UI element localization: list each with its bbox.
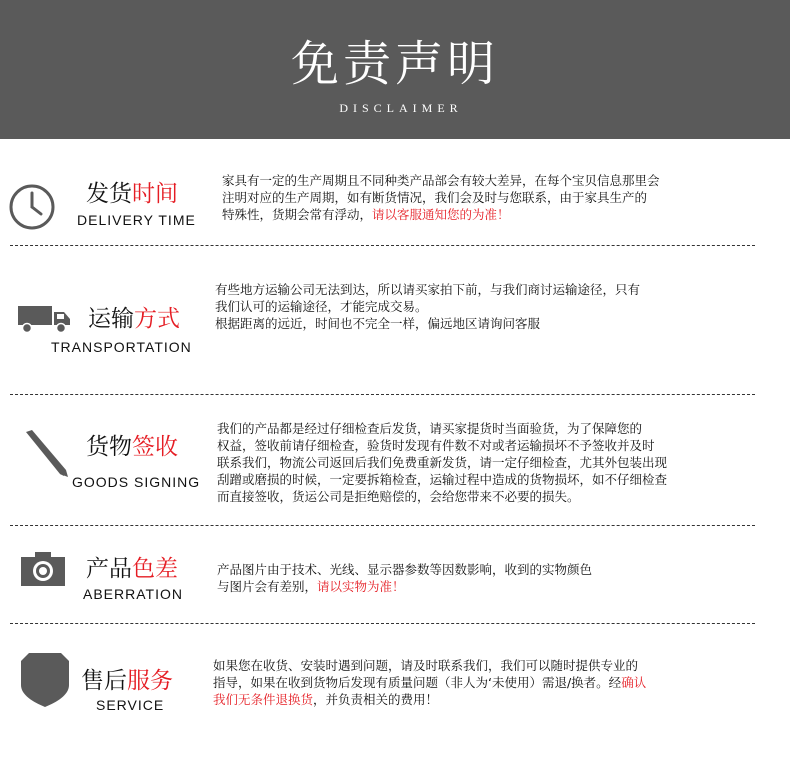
- section-description: [217, 561, 757, 595]
- desc-line: 而直接签收，货运公司是拒绝赔偿的，会给您带来不必要的损失。: [217, 489, 580, 504]
- section-description: [222, 172, 762, 223]
- section-subtitle: SERVICE: [96, 697, 165, 713]
- desc-line: 有些地方运输公司无法到达，所以请买家拍下前，与我们商讨运输途径，只有: [215, 282, 641, 297]
- desc-line: 联系我们，物流公司返回后我们免费重新发货，请一定仔细检查，尤其外包装出现: [217, 455, 668, 470]
- desc-line: 家具有一定的生产周期且不同种类产品部会有较大差异，在每个宝贝信息那里会: [222, 173, 660, 188]
- desc-line: 产品图片由于技术、光线、显示器参数等因数影响，收到的实物颜色: [217, 562, 593, 577]
- desc-highlight: 我们无条件退换货: [213, 692, 314, 707]
- section-subtitle: GOODS SIGNING: [72, 474, 201, 490]
- desc-line: 权益，签收前请仔细检查，验货时发现有件数不对或者运输损坏不予签收并及时: [217, 438, 655, 453]
- title-main: 货物: [86, 434, 132, 460]
- desc-line: 根据距离的远近，时间也不完全一样，偏远地区请询问客服: [215, 316, 541, 331]
- section-subtitle: DELIVERY TIME: [77, 212, 196, 228]
- divider: [10, 394, 755, 395]
- section-title: [88, 305, 180, 333]
- shield-icon: [21, 653, 69, 711]
- title-accent: 方式: [134, 306, 180, 332]
- title-accent: 时间: [132, 181, 178, 207]
- section-description: [215, 281, 765, 332]
- title-main: 发货: [86, 181, 132, 207]
- title-main: 售后: [81, 668, 127, 694]
- section-description: [217, 420, 777, 505]
- title-accent: 签收: [132, 434, 178, 460]
- section-subtitle: TRANSPORTATION: [51, 339, 192, 355]
- section-title: [86, 180, 178, 208]
- truck-icon: [18, 304, 72, 338]
- desc-line: 我们的产品都是经过仔细检查后发货，请买家提货时当面验货，为了保障您的: [217, 421, 643, 436]
- desc-line: 我们无条件退换货，并负责相关的费用！: [213, 692, 439, 707]
- desc-line: 刮蹭或磨损的时候，一定要拆箱检查，运输过程中造成的货物损坏，如不仔细检查: [217, 472, 668, 487]
- desc-line: 如果您在收货、安装时遇到问题，请及时联系我们，我们可以随时提供专业的: [213, 658, 639, 673]
- desc-line: 我们认可的运输途径，才能完成交易。: [215, 299, 428, 314]
- section-subtitle: ABERRATION: [83, 586, 183, 602]
- title-accent: 服务: [127, 668, 173, 694]
- desc-highlight: 确认: [621, 675, 647, 690]
- desc-line: 特殊性，货期会常有浮动，请以客服通知您的为准！: [222, 207, 510, 222]
- page-subtitle: DISCLAIMER: [339, 101, 463, 115]
- divider: [10, 245, 755, 246]
- disclaimer-banner: [0, 0, 790, 139]
- desc-highlight: 请以实物为准！: [317, 579, 405, 594]
- section-description: [213, 657, 773, 708]
- desc-line: 注明对应的生产周期，如有断货情况，我们会及时与您联系，由于家具生产的: [222, 190, 648, 205]
- desc-line: 指导，如果在收到货物后发现有质量问题（非人为‘未使用）需退/换者。经确认: [213, 675, 647, 690]
- desc-highlight: 请以客服通知您的为准！: [372, 207, 510, 222]
- divider: [10, 525, 755, 526]
- clock-icon: [8, 183, 56, 235]
- page-title: 免责声明: [290, 36, 499, 92]
- desc-line: 与图片会有差别，请以实物为准！: [217, 579, 405, 594]
- title-accent: 色差: [132, 556, 178, 582]
- section-title: [86, 433, 178, 461]
- camera-icon: [21, 551, 65, 591]
- section-title: [81, 667, 173, 695]
- pen-icon: [20, 428, 70, 482]
- section-title: [86, 555, 178, 583]
- title-main: 产品: [86, 556, 132, 582]
- title-main: 运输: [88, 306, 134, 332]
- divider: [10, 623, 755, 624]
